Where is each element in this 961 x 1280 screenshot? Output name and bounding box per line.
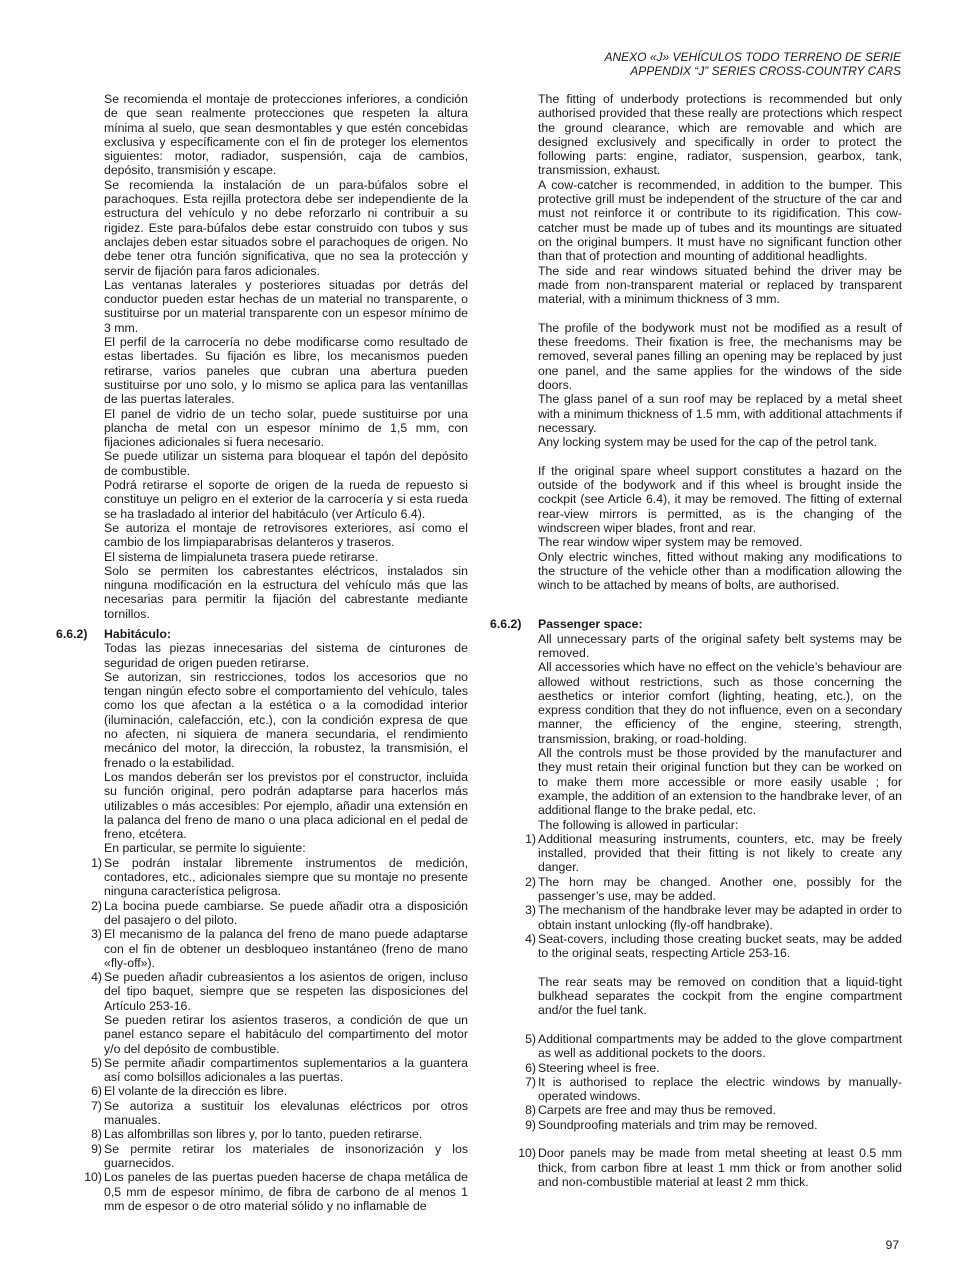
- list-item-extra: The rear seats may be removed on condition that a liquid-tight bulkhead separates the cockpit from the engine compartment and/or the fuel tank.: [538, 974, 902, 1018]
- section-habitaculo: [56, 626, 468, 1213]
- list-item: [525, 1117, 902, 1147]
- list-item: [91, 927, 468, 970]
- list-item-text: Carpets are free and may thus be removed.: [538, 1103, 776, 1118]
- paragraph: Se recomienda el montaje de protecciones inferiores, a condición de que sean realmente protecciones que respeten la altura mínima al suelo, que sean desmontables y que estén concebidas exclusiva y específicamente con el fin de proteger los elementos siguientes: motor, radiador, suspensión, caja de cambios, depósito, transmisión y escape.: [104, 92, 468, 178]
- paragraph: All unnecessary parts of the original safety belt systems may be removed.: [538, 631, 902, 660]
- list-item: [525, 831, 902, 875]
- paragraph: Solo se permiten los cabrestantes eléctricos, instalados sin ninguna modificación en la estructura del vehículo más que las necesarias para permitir la fijación del cabrestante mediante tornillos.: [104, 563, 468, 621]
- section-title: Habitáculo:: [104, 626, 171, 641]
- section-number: 6.6.2): [56, 626, 88, 641]
- paragraph: If the original spare wheel support constitutes a hazard on the outside of the bodywork and if this wheel is brought inside the cockpit (see Article 6.4), it may be removed. The fitting of external rear-view mirrors is permitted, as is the changing of the windscreen wiper blades, front and rear.: [538, 463, 902, 535]
- list-item-text: The mechanism of the handbrake lever may be adapted in order to obtain instant unlocking (fly-off handbrake).: [538, 903, 902, 932]
- list-item-number: 3): [525, 903, 536, 918]
- list-item: [518, 1146, 902, 1189]
- list-item-text: Seat-covers, including those creating bucket seats, may be added to the original seats, respecting Article 253-16.: [538, 931, 902, 961]
- paragraph: Todas las piezas innecesarias del sistema de cinturones de seguridad de origen pueden retirarse.: [104, 641, 468, 670]
- list-item: [91, 1098, 468, 1128]
- list-item-number: 8): [525, 1103, 536, 1118]
- list-item-number: 8): [91, 1127, 102, 1142]
- list-item: [91, 1055, 468, 1085]
- list-item-text: El mecanismo de la palanca del freno de mano puede adaptarse con el fin de obtener un desbloqueo instantáneo (freno de mano «fly-off»).: [104, 927, 468, 970]
- list-item-text: Additional measuring instruments, counters, etc. may be freely installed, provided that their fitting is not likely to create any danger.: [538, 831, 902, 875]
- paragraph: The rear window wiper system may be removed.: [538, 535, 803, 550]
- paragraph: Podrá retirarse el soporte de origen de la rueda de repuesto si constituye un peligro en el exterior de la carrocería y si esta rueda se ha trasladado al interior del habitáculo (ver Artículo 6.4).: [104, 478, 468, 521]
- list-item-number: 7): [525, 1074, 536, 1089]
- list-item-text: Se autoriza a sustituir los elevalunas eléctricos por otros manuales.: [104, 1098, 468, 1128]
- paragraph: Se puede utilizar un sistema para bloquear el tapón del depósito de combustible.: [104, 449, 468, 478]
- list-item: [525, 1103, 902, 1118]
- section-passenger-space: [490, 617, 902, 1189]
- list-item-number: 9): [91, 1141, 102, 1156]
- spanish-column: [56, 92, 468, 1213]
- paragraph: El panel de vidrio de un techo solar, puede sustituirse por una plancha de metal con un espesor mínimo de 1,5 mm, con fijaciones adicionales si fuera necesario.: [104, 406, 468, 450]
- list-item: [525, 931, 902, 1032]
- list-item: [525, 903, 902, 932]
- paragraph: Any locking system may be used for the cap of the petrol tank.: [538, 435, 878, 450]
- section-title: Passenger space:: [538, 617, 643, 632]
- list-item: [525, 1074, 902, 1104]
- list-item: [91, 1127, 468, 1142]
- list-item-number: 1): [525, 831, 536, 846]
- list-item-extra: Se pueden retirar los asientos traseros, a condición de que un panel estanco separe el habitáculo del compartimento del motor y/o del depósito de combustible.: [104, 1013, 468, 1056]
- list-item-text: Se podrán instalar libremente instrumentos de medición, contadores, etc., adicionales siempre que su montaje no presente ninguna característica peligrosa.: [104, 855, 468, 899]
- paragraph: The side and rear windows situated behind the driver may be made from non-transparent material or replaced by transparent material, with a minimum thickness of 3 mm.: [538, 263, 902, 307]
- list-item-number: 1): [91, 855, 102, 870]
- list-item: [91, 898, 468, 928]
- list-item-text: Las alfombrillas son libres y, por lo tanto, pueden retirarse.: [104, 1127, 423, 1142]
- header-english-title: APPENDIX “J” SERIES CROSS-COUNTRY CARS: [630, 64, 901, 79]
- list-item-text: Soundproofing materials and trim may be removed.: [538, 1117, 818, 1132]
- numbered-list: [518, 831, 902, 1189]
- paragraph: Se recomienda la instalación de un para-búfalos sobre el parachoques. Esta rejilla protectora debe ser independiente de la estructura del vehículo y no debe reforzarlo ni contribuir a su rigidez. Este para-búfalos debe estar construido con tubos y sus anclajes deben estar situados sobre el parachoques de origen. No debe tener otra función significativa, que no sea la protección y servir de fijación para faros adicionales.: [104, 177, 468, 278]
- list-item-number: 5): [91, 1055, 102, 1070]
- list-item-text: The horn may be changed. Another one, possibly for the passenger’s use, may be added.: [538, 874, 902, 904]
- paragraph: All the controls must be those provided by the manufacturer and they must retain their original function but they can be worked on to make them more accessible or more easily usable ; for example, the addition of an extension to the handbrake lever, of an additional flange to the brake pedal, etc.: [538, 746, 902, 818]
- paragraph: El sistema de limpialuneta trasera puede retirarse.: [104, 549, 379, 564]
- list-item-number: 2): [525, 874, 536, 889]
- paragraph: Los mandos deberán ser los previstos por el constructor, incluida su función original, pero podrán adaptarse para hacerlos más utilizables o más accesibles: Por ejemplo, añadir una extensión en la palanca del freno de mano o una placa adicional en el pedal de freno, etcétera.: [104, 769, 468, 842]
- list-item-number: 10): [84, 1170, 102, 1185]
- header-spanish-title: ANEXO «J» VEHÍCULOS TODO TERRENO DE SERIE: [604, 50, 901, 64]
- paragraph: The following is allowed in particular:: [538, 817, 739, 832]
- list-item: [91, 1141, 468, 1171]
- list-item-number: 4): [91, 970, 102, 985]
- list-item: [91, 855, 468, 899]
- list-item-number: 4): [525, 931, 536, 946]
- list-item-text: Door panels may be made from metal sheeting at least 0.5 mm thick, from carbon fibre at least 1 mm thick or from another solid and non-combustible material at least 2 mm thick.: [538, 1146, 902, 1189]
- paragraph: The fitting of underbody protections is recommended but only authorised provided that these really are protections which respect the ground clearance, which are removable and which are designed exclusively and specifically in order to protect the following parts: engine, radiator, suspension, gearbox, tank, transmission, exhaust.: [538, 92, 902, 178]
- page-number: 97: [885, 1238, 899, 1252]
- list-item-number: 9): [525, 1117, 536, 1132]
- list-item-text: Se pueden añadir cubreasientos a los asientos de origen, incluso del tipo baquet, siempre que se respeten las disposiciones del Artículo 253-16.: [104, 970, 468, 1013]
- paragraph: Only electric winches, fitted without making any modifications to the structure of the vehicle other than a modification allowing the winch to be attached by means of bolts, are authorised.: [538, 549, 902, 593]
- list-item: [91, 970, 468, 1056]
- list-item-text: Steering wheel is free.: [538, 1060, 660, 1075]
- section-number: 6.6.2): [490, 617, 522, 632]
- list-item-number: 5): [525, 1032, 536, 1046]
- paragraph: The glass panel of a sun roof may be replaced by a metal sheet with a minimum thickness of 1.5 mm, with additional attachments if necessary.: [538, 392, 902, 435]
- list-item: [525, 1060, 902, 1075]
- list-item-text: Se permite retirar los materiales de insonorización y los guarnecidos.: [104, 1141, 468, 1170]
- paragraph: En particular, se permite lo siguiente:: [104, 841, 306, 856]
- list-item: [525, 1032, 902, 1061]
- list-item-text: It is authorised to replace the electric windows by manually-operated windows.: [538, 1074, 902, 1104]
- paragraph: A cow-catcher is recommended, in addition to the bumper. This protective grill must be independent of the structure of the car and must not reinforce it or contribute to its rigidification. This cow-catcher must be made up of tubes and its mountings are situated on the original bumpers. It must have no significant function other than that of protection and mounting of additional headlights.: [538, 177, 902, 264]
- paragraph: The profile of the bodywork must not be modified as a result of these freedoms. Their fixation is free, the mechanisms may be removed, several panes filling an opening may be replaced by just one panel, and the same applies for the windows of the side doors.: [538, 320, 902, 392]
- paragraph: Se autoriza el montaje de retrovisores exteriores, así como el cambio de los limpiaparabrisas delanteros y traseros.: [104, 520, 468, 550]
- page-header: [604, 50, 901, 79]
- list-item-text: La bocina puede cambiarse. Se puede añadir otra a disposición del pasajero o del piloto.: [104, 898, 468, 927]
- list-item-text: Los paneles de las puertas pueden hacerse de chapa metálica de 0,5 mm de espesor mínimo, de fibra de carbono de al menos 1 mm de espesor o de otro material sólido y no inflamable de: [104, 1170, 468, 1213]
- paragraph: El perfil de la carrocería no debe modificarse como resultado de estas libertades. Su fijación es libre, los mecanismos pueden retirarse, varios paneles que cubran una abertura pueden sustituirse por uno solo, y lo mismo se aplica para las ventanillas de las puertas laterales.: [104, 335, 468, 407]
- list-item-text: Se permite añadir compartimentos suplementarios a la guantera así como bolsillos adicionales a las puertas.: [104, 1055, 468, 1085]
- list-item: [91, 1084, 468, 1099]
- english-column: [490, 92, 902, 1189]
- paragraph: Las ventanas laterales y posteriores situadas por detrás del conductor pueden estar hechas de un material no transparente, o sustituirse por un material transparente con un espesor mínimo de 3 mm.: [104, 277, 468, 335]
- list-item-number: 3): [91, 927, 102, 942]
- list-item-number: 6): [525, 1060, 536, 1075]
- list-item: [525, 874, 902, 904]
- list-item-text: Additional compartments may be added to the glove compartment as well as additional pockets to the doors.: [538, 1032, 902, 1061]
- list-item: [84, 1170, 468, 1213]
- numbered-list: [84, 855, 468, 1213]
- list-item-number: 2): [91, 898, 102, 913]
- list-item-number: 10): [518, 1146, 536, 1161]
- list-item-text: El volante de la dirección es libre.: [104, 1084, 288, 1099]
- list-item-number: 7): [91, 1098, 102, 1113]
- paragraph: Se autorizan, sin restricciones, todos los accesorios que no tengan ningún efecto sobre el comportamiento del vehículo, tales como los que afectan a la estética o a la comodidad interior (iluminación, calefacción, etc.), con la condición expresa de que no afecten, ni siquiera de manera secundaria, el rendimiento mecánico del motor, la dirección, la robustez, la transmisión, el frenado o la estabilidad.: [104, 669, 468, 770]
- paragraph: All accessories which have no effect on the vehicle’s behaviour are allowed without restrictions, such as those concerning the aesthetics or interior comfort (lighting, heating, etc.), on the express condition that they do not influence, even on a secondary manner, the efficiency of the engine, steering, strength, transmission, braking, or road-holding.: [538, 660, 902, 746]
- list-item-number: 6): [91, 1084, 102, 1099]
